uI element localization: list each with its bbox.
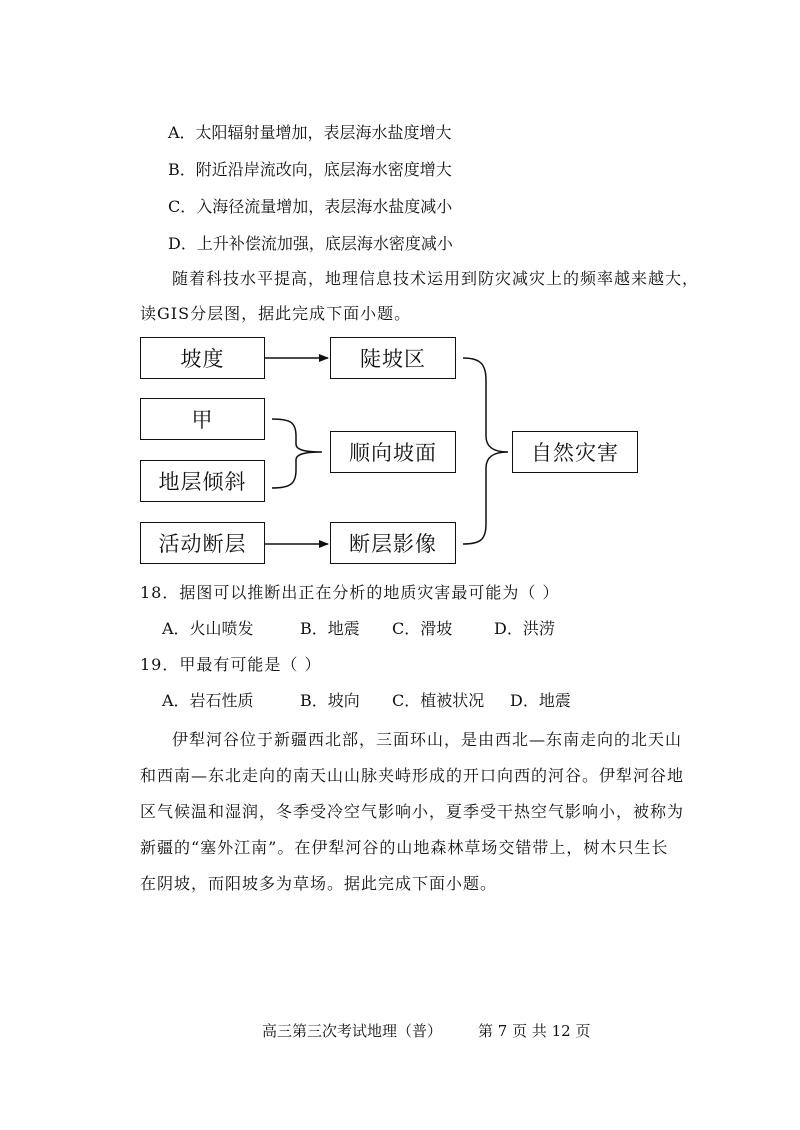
- footer-exam-title: 高三第三次考试地理（普）: [262, 1022, 443, 1040]
- q18-option-d: D．洪涝: [494, 619, 555, 638]
- brace-jia-strata: [272, 419, 322, 488]
- passage-line-5: 在阴坡，而阳坡多为草场。据此完成下面小题。: [140, 874, 498, 893]
- intro-line-2: 读GIS分层图，据此完成下面小题。: [140, 304, 412, 323]
- q19-stem: 19．甲最有可能是（ ）: [140, 655, 322, 674]
- box-dip-slope: 顺向坡面: [330, 431, 456, 473]
- brace-to-disaster: [463, 358, 508, 544]
- passage-line-4: 新疆的“塞外江南”。在伊犁河谷的山地森林草场交错带上，树木只生长: [140, 838, 669, 857]
- q18-option-c: C．滑坡: [392, 619, 453, 638]
- q19-option-d: D．地震: [510, 691, 571, 710]
- option-a: A．太阳辐射量增加，表层海水盐度增大: [168, 123, 452, 142]
- q18-option-b: B．地震: [300, 619, 360, 638]
- passage-line-2: 和西南—东北走向的南天山山脉夹峙形成的开口向西的河谷。伊犁河谷地: [140, 766, 685, 785]
- intro-line-1: 随着科技水平提高，地理信息技术运用到防灾减灾上的频率越来越大，: [172, 269, 700, 288]
- box-active-fault: 活动断层: [140, 522, 265, 564]
- box-jia: 甲: [140, 398, 265, 440]
- option-b: B．附近沿岸流改向，底层海水密度增大: [168, 160, 452, 179]
- box-steep-zone: 陡坡区: [330, 337, 456, 379]
- passage-line-1: 伊犁河谷位于新疆西北部，三面环山，是由西北—东南走向的北天山: [172, 730, 683, 749]
- box-slope: 坡度: [140, 337, 265, 379]
- q19-option-b: B．坡向: [300, 691, 360, 710]
- q19-option-c: C．植被状况: [392, 691, 485, 710]
- option-d: D．上升补偿流加强，底层海水密度减小: [168, 234, 453, 253]
- box-strata-tilt: 地层倾斜: [140, 460, 265, 502]
- q18-stem: 18．据图可以推断出正在分析的地质灾害最可能为（ ）: [140, 583, 560, 602]
- box-fault-image: 断层影像: [330, 522, 456, 564]
- footer-page-info: 第 7 页 共 12 页: [478, 1022, 591, 1040]
- box-natural-disaster: 自然灾害: [512, 431, 638, 473]
- passage-line-3: 区气候温和湿润，冬季受冷空气影响小，夏季受干热空气影响小，被称为: [140, 802, 685, 821]
- q19-option-a: A．岩石性质: [162, 691, 254, 710]
- option-c: C．入海径流量增加，表层海水盐度减小: [168, 197, 453, 216]
- q18-option-a: A．火山喷发: [162, 619, 254, 638]
